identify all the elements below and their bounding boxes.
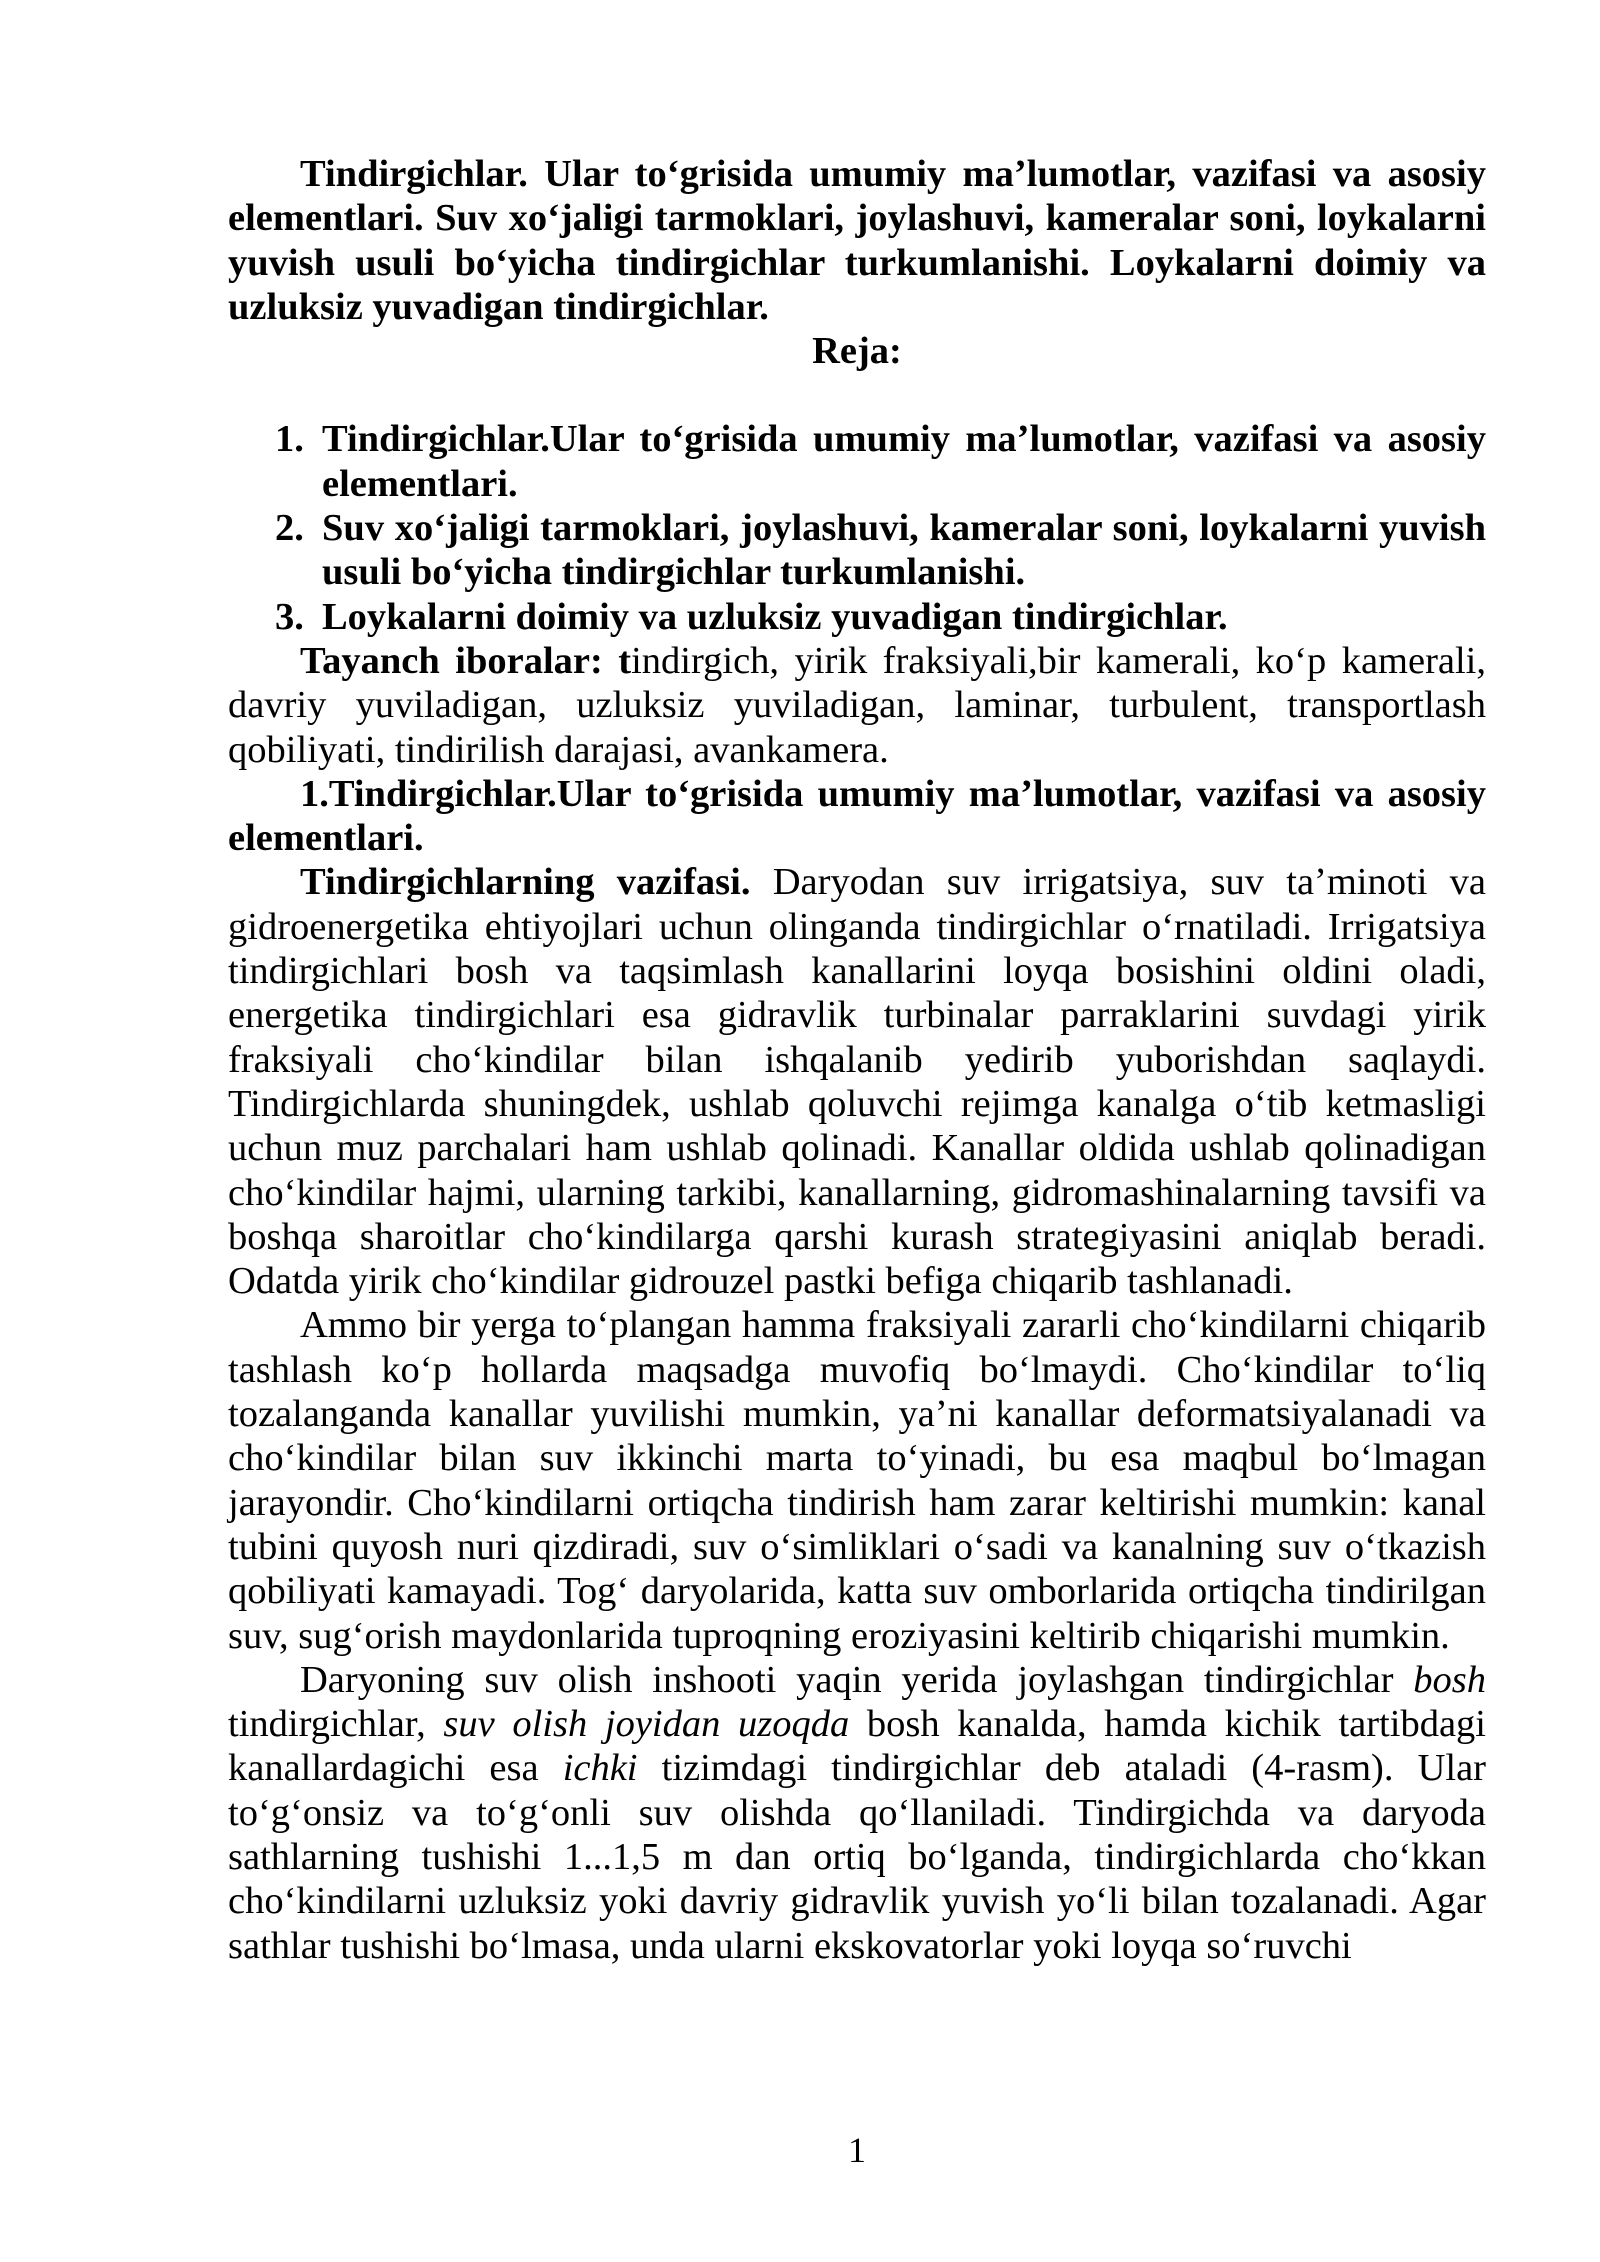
paragraph-3-seg3: bosh kanalda, hamda kichik tartibdagi kanallardagichi esa — [228, 1703, 1486, 1790]
list-item-number: 3. — [275, 595, 304, 638]
paragraph-3-italic2: suv olish joyidan uzoqda — [443, 1703, 850, 1746]
paragraph-3-seg4: tizimdagi tindirgichlar deb ataladi (4-rasm). Ular toʻgʻonsiz va toʻgʻonli suv olishda qoʻllaniladi. Tindirgichda va daryoda sathlarning tushishi 1...1,5 m dan ortiq boʻlganda, tindirgichlarda choʻkkan choʻkindilarni uzluksiz yoki davriy gidravlik yuvish yoʻli bilan tozalanadi. Agar sathlar tushishi boʻlmasa, unda ularni ekskovatorlar yoki loyqa soʻruvchi — [228, 1747, 1486, 1967]
page-number: 1 — [848, 2130, 866, 2170]
key-terms-text: indirgich, yirik fraksiyali,bir kamerali, koʻp kamerali, davriy yuviladigan, uzluksiz yuviladigan, laminar, turbulent, transportlash qobiliyati, tindirilish darajasi, avankamera. — [228, 639, 1486, 771]
body-paragraph-3 — [228, 1658, 1486, 1968]
key-terms-paragraph — [228, 639, 1486, 772]
list-item — [228, 506, 1486, 595]
plan-list — [228, 417, 1486, 638]
list-item-number: 2. — [275, 507, 304, 550]
list-item-text: Tindirgichlar.Ular toʻgrisida umumiy maʼlumotlar, vazifasi va asosiy elementlari. — [322, 418, 1486, 505]
paragraph-1-lead: Tindirgichlarning vazifasi. — [300, 861, 751, 904]
list-item-number: 1. — [275, 418, 304, 461]
list-item — [228, 417, 1486, 506]
document-title: Tindirgichlar. Ular toʻgrisida umumiy maʼlumotlar, vazifasi va asosiy elementlari. Suv xoʻjaligi tarmoklari, joylashuvi, kameralar soni, loykalarni yuvish usuli boʻyicha tindirgichlar turkumlanishi. Loykalarni doimiy va uzluksiz yuvadigan tindirgichlar. — [228, 153, 1486, 328]
list-item — [228, 595, 1486, 639]
section-heading: 1.Tindirgichlar.Ular toʻgrisida umumiy maʼlumotlar, vazifasi va asosiy elementlari. — [228, 772, 1486, 860]
key-terms-label: Tayanch iboralar: t — [300, 639, 632, 682]
list-item-text: Suv xoʻjaligi tarmoklari, joylashuvi, kameralar soni, loykalarni yuvish usuli boʻyicha tindirgichlar turkumlanishi. — [322, 507, 1486, 594]
paragraph-3-italic1: bosh — [1413, 1658, 1486, 1701]
reja-heading: Reja: — [812, 330, 902, 373]
list-item-text: Loykalarni doimiy va uzluksiz yuvadigan tindirgichlar. — [322, 595, 1228, 638]
body-paragraph-1 — [228, 860, 1486, 1303]
body-paragraph-2: Ammo bir yerga toʻplangan hamma fraksiyali zararli choʻkindilarni chiqarib tashlash koʻp hollarda maqsadga muvofiq boʻlmaydi. Choʻkindilar toʻliq tozalanganda kanallar yuvilishi mumkin, yaʼni kanallar deformatsiyalanadi va choʻkindilar bilan suv ikkinchi marta toʻyinadi, bu esa maqbul boʻlmagan jarayondir. Choʻkindilarni ortiqcha tindirish ham zarar keltirishi mumkin: kanal tubini quyosh nuri qizdiradi, suv oʻsimliklari oʻsadi va kanalning suv oʻtkazish qobiliyati kamayadi. Togʻ daryolarida, katta suv omborlarida ortiqcha tindirilgan suv, sugʻorish maydonlarida tuproqning eroziyasini keltirib chiqarishi mumkin. — [228, 1304, 1486, 1657]
paragraph-3-seg2: tindirgichlar, — [228, 1703, 444, 1746]
paragraph-3-italic3: ichki — [562, 1747, 638, 1790]
paragraph-1-text: Daryodan suv irrigatsiya, suv taʼminoti va gidroenergetika ehtiyojlari uchun olinganda tindirgichlar oʻrnatiladi. Irrigatsiya tindirgichlari bosh va taqsimlash kanallarini loyqa bosishini oldini oladi, energetika tindirgichlari esa gidravlik turbinalar parraklarini suvdagi yirik fraksiyali choʻkindilar bilan ishqalanib yedirib yuborishdan saqlaydi. Tindirgichlarda shuningdek, ushlab qoluvchi rejimga kanalga oʻtib ketmasligi uchun muz parchalari ham ushlab qolinadi. Kanallar oldida ushlab qolinadigan choʻkindilar hajmi, ularning tarkibi, kanallarning, gidromashinalarning tavsifi va boshqa sharoitlar choʻkindilarga qarshi kurash strategiyasini aniqlab beradi. Odatda yirik choʻkindilar gidrouzel pastki befiga chiqarib tashlanadi. — [228, 861, 1486, 1303]
document-content — [228, 152, 1486, 1968]
paragraph-3-seg1: Daryoning suv olish inshooti yaqin yerida joylashgan tindirgichlar — [300, 1658, 1414, 1701]
